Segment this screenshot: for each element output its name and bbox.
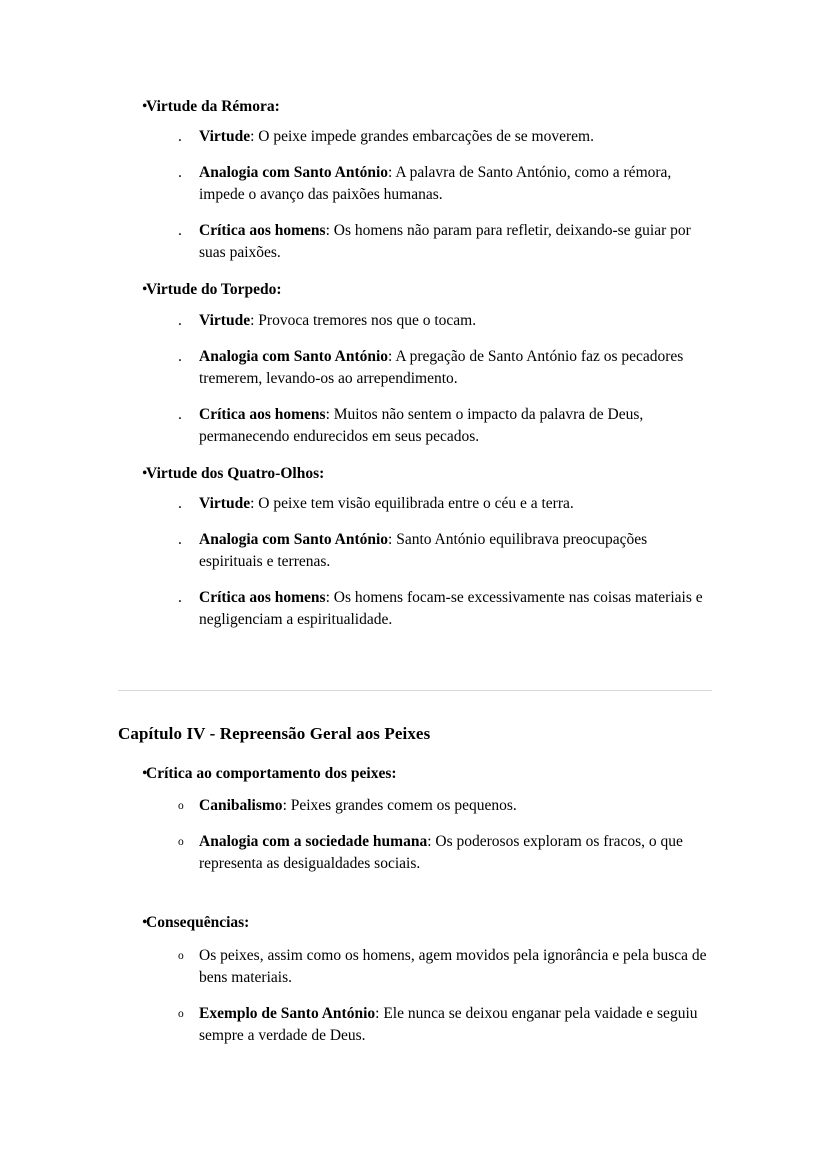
dot-marker-icon: . (178, 589, 182, 607)
sub-item-text: A palavra de Santo António, como a rémora, impede o avanço das paixões humanas. (199, 164, 672, 204)
circle-marker-icon: o (178, 800, 184, 813)
sub-list-item (146, 404, 712, 448)
sub-item-label: Analogia com Santo António (199, 531, 389, 549)
sub-list-item (146, 493, 712, 515)
dot-marker-icon: . (178, 222, 182, 240)
sub-list-item (146, 126, 712, 148)
sub-item-text: Provoca tremores nos que o tocam. (258, 311, 477, 329)
sub-item-label: Analogia com Santo António (199, 164, 389, 182)
sub-item-label: Crítica aos homens (199, 222, 326, 240)
sub-item-label: Virtude (199, 311, 251, 329)
dot-marker-icon: . (178, 405, 182, 423)
bullet-icon: • (142, 914, 148, 932)
sub-item-label: Crítica aos homens (199, 405, 326, 423)
sub-item-separator: : (250, 495, 259, 513)
dot-marker-icon: . (178, 347, 182, 365)
sub-list-item (146, 162, 712, 206)
dot-marker-icon: . (178, 495, 182, 513)
list-item-label: Crítica ao comportamento dos peixes: (146, 765, 397, 782)
sub-item-text: Ele nunca se deixou enganar pela vaidade e seguiu sempre a verdade de Deus. (199, 1004, 698, 1044)
horizontal-rule (118, 690, 712, 691)
list-item-virtude-do-torpedo (118, 279, 712, 447)
sub-item-label: Analogia com Santo António (199, 347, 389, 365)
sub-item-text: Os homens não param para refletir, deixando-se guiar por suas paixões. (199, 222, 691, 262)
sub-item-label: Canibalismo (199, 797, 283, 815)
sub-item-label: Exemplo de Santo António (199, 1004, 376, 1022)
section-virtudes (118, 96, 712, 644)
sub-item-text: Peixes grandes comem os pequenos. (290, 797, 517, 815)
sub-item-separator: : (250, 128, 259, 146)
bullet-icon: • (142, 765, 148, 782)
circle-marker-icon: o (178, 1007, 184, 1020)
sublist-virtude-da-remora (146, 126, 712, 264)
sub-item-separator: : (388, 531, 397, 549)
bullet-icon: • (142, 464, 148, 482)
virtues-list (118, 96, 712, 631)
sublist-consequencias (146, 945, 712, 1047)
sub-list-item (146, 795, 712, 817)
section-capitulo-iv (118, 763, 712, 1060)
sub-item-text: Os peixes, assim como os homens, agem movidos pela ignorância e pela busca de bens materiais. (199, 946, 707, 986)
sub-item-text: O peixe tem visão equilibrada entre o céu e a terra. (258, 495, 574, 513)
sublist-critica-ao-comportamento (146, 795, 712, 875)
sub-item-text: A pregação de Santo António faz os pecadores tremerem, levando-os ao arrependimento. (199, 347, 684, 387)
bullet-icon: • (142, 281, 148, 299)
sub-item-separator: : (375, 1004, 384, 1022)
sub-item-separator: : (282, 797, 291, 815)
list-item-label: Virtude dos Quatro-Olhos: (146, 464, 325, 482)
bullet-icon: • (142, 98, 148, 115)
dot-marker-icon: . (178, 128, 182, 146)
list-item-consequencias (118, 912, 712, 1046)
dot-marker-icon: . (178, 164, 182, 182)
sub-item-separator: : (325, 222, 334, 240)
sub-item-label: Virtude (199, 128, 251, 146)
sub-item-label: Crítica aos homens (199, 589, 326, 607)
list-item-virtude-da-remora (118, 96, 712, 264)
sub-list-item (146, 1003, 712, 1047)
circle-marker-icon: o (178, 836, 184, 849)
sub-item-separator: : (325, 405, 334, 423)
dot-marker-icon: . (178, 531, 182, 549)
sub-item-separator: : (388, 347, 396, 365)
sublist-virtude-dos-quatro-olhos (146, 493, 712, 631)
sublist-virtude-do-torpedo (146, 310, 712, 448)
sub-list-item (146, 831, 712, 875)
sub-item-separator: : (388, 164, 396, 182)
sub-list-item (146, 220, 712, 264)
sub-list-item (146, 346, 712, 390)
sub-item-separator: : (427, 833, 436, 851)
sub-item-text: Os poderosos exploram os fracos, o que representa as desigualdades sociais. (199, 833, 683, 873)
sub-item-text: Santo António equilibrava preocupações espirituais e terrenas. (199, 531, 648, 571)
page-title: Capítulo IV - Repreensão Geral aos Peixes (118, 724, 431, 743)
sub-list-item (146, 529, 712, 573)
chapter-list (118, 763, 712, 1047)
sub-list-item (146, 587, 712, 631)
list-item-critica-ao-comportamento-dos-peixes (118, 763, 712, 875)
sub-item-separator: : (250, 311, 259, 329)
list-item-virtude-dos-quatro-olhos (118, 463, 712, 631)
chapter-heading-wrapper (118, 723, 712, 745)
sub-item-text: O peixe impede grandes embarcações de se moverem. (258, 128, 594, 146)
sub-item-text: Muitos não sentem o impacto da palavra de Deus, permanecendo endurecidos em seus pecados. (199, 405, 644, 445)
section-divider-wrapper (118, 690, 712, 691)
sub-list-item (146, 310, 712, 332)
sub-item-text: Os homens focam-se excessivamente nas coisas materiais e negligenciam a espiritualidade. (199, 589, 703, 629)
list-item-label: Virtude do Torpedo: (146, 281, 282, 299)
sub-item-label: Analogia com a sociedade humana (199, 833, 428, 851)
circle-marker-icon: o (178, 949, 184, 962)
list-item-label: Virtude da Rémora: (146, 98, 280, 115)
sub-list-item (146, 945, 712, 989)
sub-item-separator: : (325, 589, 334, 607)
dot-marker-icon: . (178, 311, 182, 329)
sub-item-label: Virtude (199, 495, 251, 513)
list-item-label: Consequências: (146, 914, 250, 932)
